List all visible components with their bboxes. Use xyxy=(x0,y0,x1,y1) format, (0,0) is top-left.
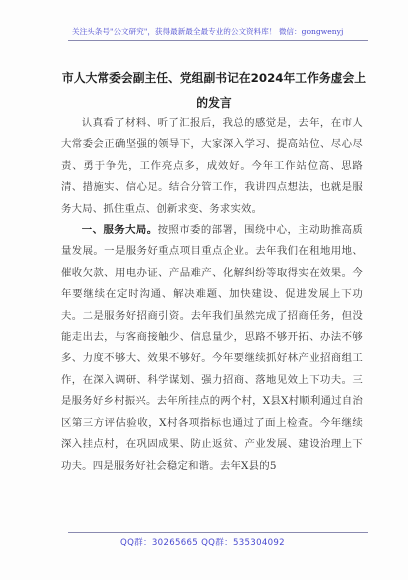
document-title xyxy=(58,66,370,116)
header-divider xyxy=(68,40,368,41)
title-line-2: 的发言 xyxy=(196,96,232,110)
paragraph-section-1 xyxy=(61,220,363,477)
document-body xyxy=(61,113,363,477)
footer-divider xyxy=(68,532,368,533)
section-1-heading: 一、服务大局。 xyxy=(81,224,158,237)
footer-qq-groups: QQ群：30265665 QQ群：535304092 xyxy=(120,538,285,548)
section-1-text: 按照市委的部署，围绕中心，主动助推高质量发展。一是服务好重点项目重点企业。去年我们在租地用地、催收欠款、用电办证、产品难产、化解纠纷等取得实在效果。今年要继续在定时沟通、解决难题、加快建设、促进发展上下功夫。二是服务好招商引资。去年我们虽然完成了招商任务，但没能走出去，与客商接触少、信息量少，思路不够开拓、办法不够多、力度不够大、效果不够好。今年要继续抓好林产业招商组工作，在深入调研、科学谋划、强力招商、落地见效上下功夫。三是服务好乡村振兴。去年所挂点的两个村，X县X村顺利通过自治区第三方评估验收，X村各项指标也通过了面上检查。今年继续深入挂点村，在巩固成果、防止返贫、产业发展、建设治理上下功夫。四是服务好社会稳定和谐。去年X县的5 xyxy=(61,224,363,472)
paragraph-intro: 认真看了材料、听了汇报后，我总的感觉是，去年，在市人大常委会正确坚强的领导下，大家深入学习、提高站位、尽心尽责、勇于争先，工作亮点多，成效好。今年工作站位高、思路清、措施实、信心足。结合分管工作，我讲四点想法，也就是服务大局、抓住重点、创新求变、务求实效。 xyxy=(61,117,363,215)
header-promo-note: 关注头条号"公文研究"，获得最新最全最专业的公文资料库！ 微信：gongwenyj xyxy=(72,27,344,36)
title-line-1: 市人大常委会副主任、党组副书记在2024年工作务虚会上 xyxy=(61,71,367,85)
